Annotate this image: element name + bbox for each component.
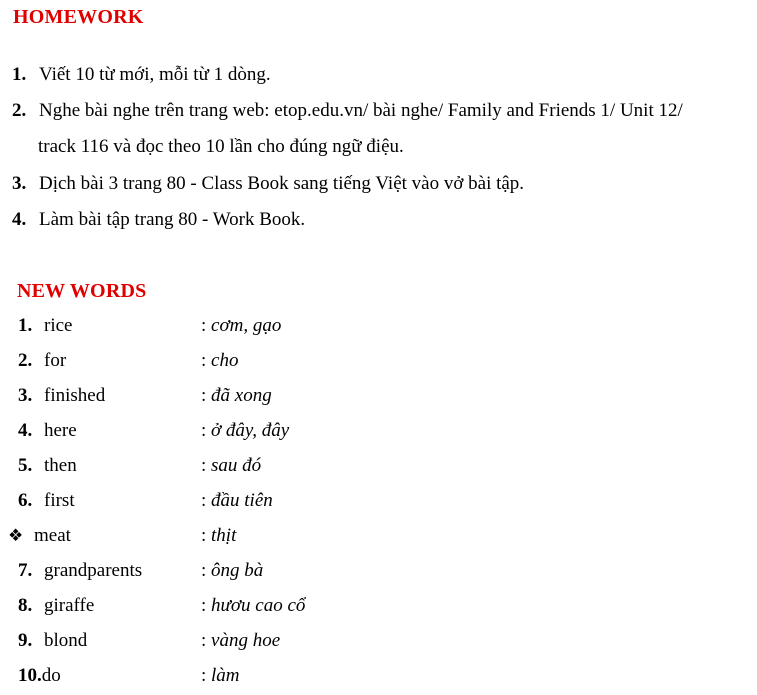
homework-item — [12, 99, 683, 123]
word-number: 6. — [18, 490, 33, 511]
homework-item-text: Nghe bài nghe trên trang web: etop.edu.vn/ bài nghe/ Family and Friends 1/ Unit 12/ — [39, 100, 683, 121]
colon-separator: : — [201, 630, 207, 651]
word-row — [8, 523, 718, 549]
word-row — [18, 383, 718, 409]
colon-separator: : — [201, 315, 207, 336]
word-meaning-group — [201, 348, 238, 374]
word-meaning: ông bà — [211, 560, 264, 581]
word-meaning: ở đây, đây — [211, 420, 290, 441]
word-row — [18, 628, 718, 654]
word-number: 1. — [18, 315, 33, 336]
colon-separator: : — [201, 420, 207, 441]
word-meaning-group — [201, 383, 272, 409]
word-number: 9. — [18, 630, 33, 651]
homework-item-text: Viết 10 từ mới, mỗi từ 1 dòng. — [39, 64, 271, 85]
word-number: 2. — [18, 350, 33, 371]
homework-item-continuation: track 116 và đọc theo 10 lần cho đúng ngữ điệu. — [38, 136, 404, 157]
colon-separator: : — [201, 455, 207, 476]
colon-separator: : — [201, 665, 207, 686]
word-row — [18, 663, 718, 689]
word-term: do — [41, 665, 61, 686]
word-meaning-group — [201, 593, 305, 619]
word-term: then — [44, 455, 77, 476]
homework-item-text: Dịch bài 3 trang 80 - Class Book sang tiếng Việt vào vở bài tập. — [39, 173, 525, 194]
word-row — [18, 558, 718, 584]
homework-item — [12, 172, 524, 196]
word-meaning: đầu tiên — [211, 490, 273, 511]
word-term: rice — [44, 315, 73, 336]
word-meaning-group — [201, 488, 273, 514]
word-meaning-group — [201, 453, 261, 479]
colon-separator: : — [201, 525, 207, 546]
word-number: 4. — [18, 420, 33, 441]
word-number: 3. — [18, 385, 33, 406]
word-meaning: làm — [211, 665, 240, 686]
word-term: here — [44, 420, 77, 441]
word-term: grandparents — [44, 560, 143, 581]
word-row — [18, 488, 718, 514]
new-words-title: NEW WORDS — [17, 280, 147, 302]
word-meaning: thịt — [211, 525, 237, 546]
word-meaning-group — [201, 313, 281, 339]
word-row — [18, 418, 718, 444]
homework-item-number: 4. — [12, 209, 27, 230]
colon-separator: : — [201, 560, 207, 581]
homework-item-text: Làm bài tập trang 80 - Work Book. — [39, 209, 306, 230]
word-meaning-group — [201, 558, 263, 584]
word-meaning: cho — [211, 350, 239, 371]
homework-item-number: 2. — [12, 100, 27, 121]
word-meaning-group — [201, 628, 280, 654]
word-term: first — [44, 490, 75, 511]
word-term: meat — [34, 525, 71, 546]
word-meaning-group — [201, 523, 236, 549]
homework-item-number: 1. — [12, 64, 27, 85]
homework-item — [12, 208, 305, 232]
diamond-bullet-icon: ❖ — [8, 526, 24, 545]
word-meaning-group — [201, 663, 240, 689]
word-term: blond — [44, 630, 88, 651]
word-term: finished — [44, 385, 106, 406]
word-term: giraffe — [44, 595, 95, 616]
word-meaning: sau đó — [211, 455, 262, 476]
homework-title: HOMEWORK — [13, 6, 144, 28]
word-number: 8. — [18, 595, 33, 616]
word-number: 7. — [18, 560, 33, 581]
word-row — [18, 313, 718, 339]
word-number: 10. — [18, 665, 42, 686]
word-meaning: hươu cao cổ — [211, 595, 306, 616]
colon-separator: : — [201, 595, 207, 616]
colon-separator: : — [201, 385, 207, 406]
homework-item-number: 3. — [12, 173, 27, 194]
colon-separator: : — [201, 490, 207, 511]
word-row — [18, 593, 718, 619]
word-meaning: cơm, gạo — [211, 315, 282, 336]
word-term: for — [44, 350, 67, 371]
word-meaning-group — [201, 418, 289, 444]
word-number: 5. — [18, 455, 33, 476]
colon-separator: : — [201, 350, 207, 371]
word-meaning: vàng hoe — [211, 630, 281, 651]
word-row — [18, 348, 718, 374]
homework-item — [12, 63, 271, 87]
word-meaning: đã xong — [211, 385, 272, 406]
word-row — [18, 453, 718, 479]
